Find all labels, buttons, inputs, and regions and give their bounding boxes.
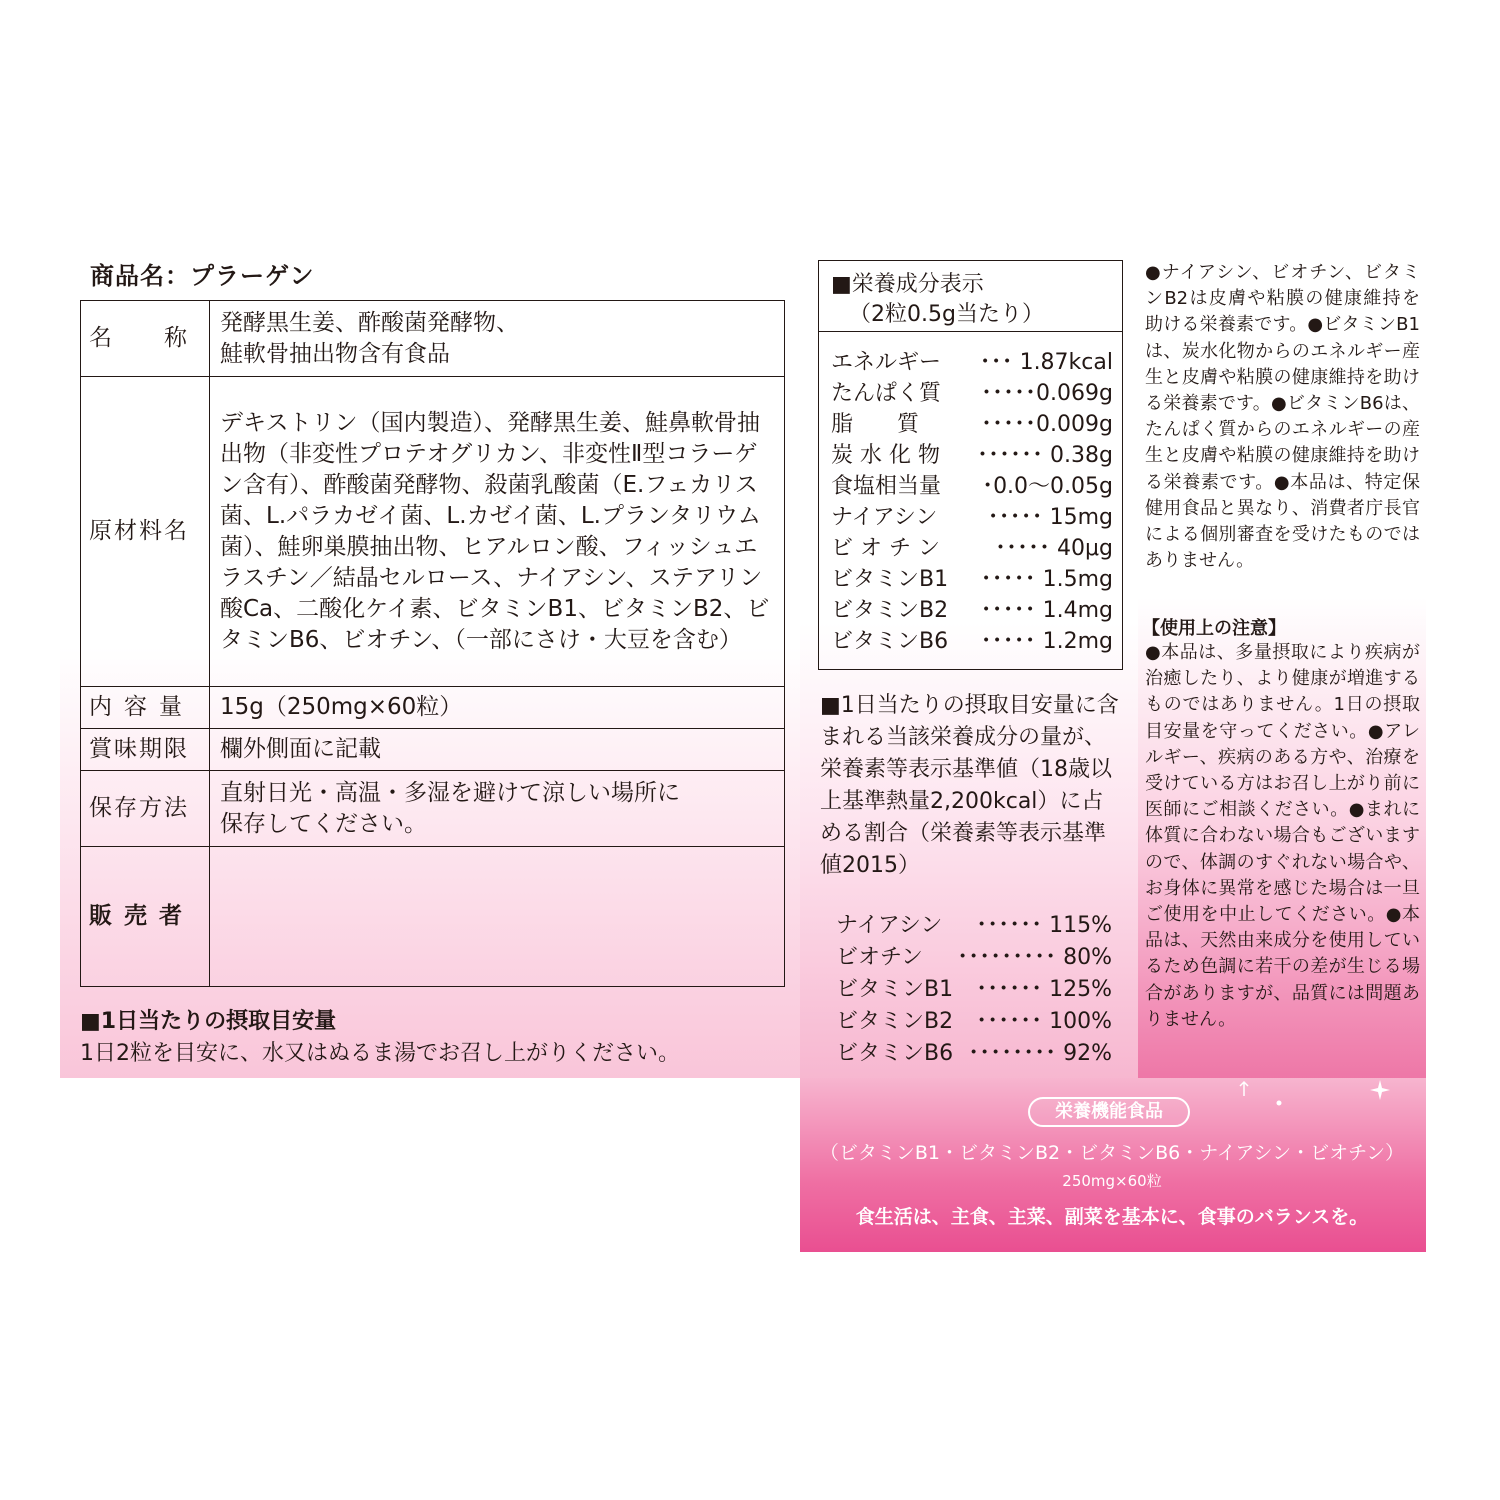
ratio-row: [836, 972, 1112, 1003]
nutrient-name: ビ オ チ ン: [831, 536, 940, 561]
ratio-value: ･･････ 100%: [976, 1009, 1112, 1034]
ratio-row: [836, 1004, 1112, 1035]
nutrition-title: ■栄養成分表示: [831, 272, 984, 297]
nutrient-value: ･0.0〜0.05g: [982, 474, 1113, 499]
ratio-name: ビタミンB1: [836, 977, 954, 1002]
row-value-name: 発酵黒生姜、酢酸菌発酵物、 鮭軟骨抽出物含有食品: [210, 301, 785, 377]
ratio-name: ビオチン: [836, 945, 923, 970]
row-label-expiry: 賞味期限: [81, 729, 210, 771]
nutrition-row: [831, 438, 1113, 469]
row-label-name: 名 称: [81, 301, 210, 377]
ratio-name: ナイアシン: [836, 913, 943, 938]
ratio-row: [836, 1036, 1112, 1067]
ratio-name: ビタミンB2: [836, 1009, 954, 1034]
usage-heading: ■1日当たりの摂取目安量: [80, 1009, 337, 1034]
food-with-nutrient-function-badge: 栄養機能食品: [1028, 1097, 1190, 1127]
ratio-value: ････････ 92%: [968, 1041, 1112, 1066]
row-value-storage: 直射日光・高温・多湿を避けて涼しい場所に 保存してください。: [210, 771, 785, 847]
nutrient-value: ･････0.009g: [981, 412, 1113, 437]
row-label-ingredients: 原材料名: [81, 377, 210, 687]
fnf-vitamin-list: （ビタミンB1・ビタミンB2・ビタミンB6・ナイアシン・ビオチン）: [819, 1142, 1405, 1164]
nutrition-row: [831, 407, 1113, 438]
nutrient-value: ･････0.069g: [981, 381, 1113, 406]
nutrient-name: ナイアシン: [831, 505, 938, 530]
fnf-spec: 250mg×60粒: [1062, 1172, 1162, 1190]
nutrition-row: [831, 469, 1113, 500]
row-value-expiry: 欄外側面に記載: [210, 729, 785, 771]
nutrition-row: [831, 593, 1113, 624]
nutrient-name: たんぱく質: [831, 381, 942, 406]
nutrition-row: [831, 500, 1113, 531]
nutrient-name: ビタミンB1: [831, 567, 949, 592]
nutrient-value: ･････ 1.5mg: [980, 567, 1113, 592]
nutrient-value: ･･･ 1.87kcal: [979, 350, 1113, 375]
product-title: 商品名：プラーゲン: [90, 262, 315, 290]
nutrient-value: ･････ 1.2mg: [980, 629, 1113, 654]
caution-heading: 【使用上の注意】: [1142, 618, 1286, 639]
usage-text: 1日2粒を目安に、水又はぬるま湯でお召し上がりください。: [80, 1041, 680, 1066]
sparkle-icon: [1274, 1098, 1284, 1108]
nutrition-facts-box: [818, 260, 1123, 670]
nutrient-name: 炭 水 化 物: [831, 443, 940, 468]
nutrition-row: [831, 376, 1113, 407]
table-row: [81, 771, 785, 847]
row-value-content: 15g（250mg×60粒）: [210, 687, 785, 729]
nutrition-subtitle: （2粒0.5g当たり）: [849, 302, 1044, 327]
fnf-slogan: 食生活は、主食、主菜、副菜を基本に、食事のバランスを。: [855, 1206, 1369, 1228]
row-label-storage: 保存方法: [81, 771, 210, 847]
table-row: [81, 729, 785, 771]
table-row: [81, 377, 785, 687]
row-label-content: 内容量: [81, 687, 210, 729]
nutrient-value: ･････ 40μg: [995, 536, 1113, 561]
sparkle-icon: [1370, 1080, 1390, 1100]
nutrient-value: ･････ 15mg: [987, 505, 1113, 530]
product-info-table: [80, 300, 785, 987]
ratio-value: ･･････ 125%: [976, 977, 1112, 1002]
ratio-row: [836, 940, 1112, 971]
ratio-description: ■1日当たりの摂取目安量に含まれる当該栄養成分の量が、栄養素等表示基準値（18歳以上基準熱量2,200kcal）に占める割合（栄養素等表示基準値2015）: [820, 693, 1119, 878]
sparkle-icon: [1236, 1080, 1252, 1098]
nutrient-value: ･････ 1.4mg: [980, 598, 1113, 623]
nutrition-row: [831, 531, 1113, 562]
table-row: [81, 847, 785, 987]
nutrient-name: ビタミンB2: [831, 598, 949, 623]
nutrition-row: [831, 562, 1113, 593]
table-row: [81, 301, 785, 377]
ratio-value: ･･････ 115%: [976, 913, 1112, 938]
nutrition-row: [831, 345, 1113, 376]
caution-text: ●本品は、多量摂取により疾病が治癒したり、より健康が増進するものではありません。1日の摂取目安量を守ってください。●アレルギー、疾病のある方や、治療を受けている方はお召し上がり前に医師にご相談ください。●まれに体質に合わない場合もございますので、体調のすぐれない場合や、お身体に異常を感じた場合は一旦ご使用を中止してください。●本品は、天然由来成分を使用しているため色調に若干の差が生じる場合がありますが、品質には問題ありません。: [1145, 642, 1420, 1030]
table-row: [81, 687, 785, 729]
nutrient-function-notes: ●ナイアシン、ビオチン、ビタミンB2は皮膚や粘膜の健康維持を助ける栄養素です。●ビタミンB1は、炭水化物からのエネルギー産生と皮膚や粘膜の健康維持を助ける栄養素です。●ビタミンB6は、たんぱく質からのエネルギーの産生と皮膚や粘膜の健康維持を助ける栄養素です。●本品は、特定保健用食品と異なり、消費者庁長官による個別審査を受けたものではありません。: [1145, 262, 1420, 572]
nutrient-name: エネルギー: [831, 350, 942, 375]
row-value-seller: [210, 847, 785, 987]
nutrient-name: ビタミンB6: [831, 629, 949, 654]
nutrient-name: 脂 質: [831, 412, 920, 437]
row-value-ingredients: デキストリン（国内製造）、発酵黒生姜、鮭鼻軟骨抽出物（非変性プロテオグリカン、非変性Ⅱ型コラーゲン含有）、酢酸菌発酵物、殺菌乳酸菌（E.フェカリス菌、L.パラカゼイ菌、L.カゼイ菌、L.プランタリウム菌）、鮭卵巣膜抽出物、ヒアルロン酸、フィッシュエラスチン／結晶セルロース、ナイアシン、ステアリン酸Ca、二酸化ケイ素、ビタミンB1、ビタミンB2、ビタミンB6、ビオチン、（一部にさけ・大豆を含む）: [210, 377, 785, 687]
nutrition-header: [819, 261, 1122, 332]
nutrient-name: 食塩相当量: [831, 474, 942, 499]
ratio-value: ･････････ 80%: [957, 945, 1112, 970]
nutrient-value: ･･････ 0.38g: [977, 443, 1113, 468]
ratio-name: ビタミンB6: [836, 1041, 954, 1066]
nutrition-row: [831, 624, 1113, 655]
ratio-row: [836, 908, 1112, 939]
row-label-seller: 販売者: [81, 847, 210, 987]
